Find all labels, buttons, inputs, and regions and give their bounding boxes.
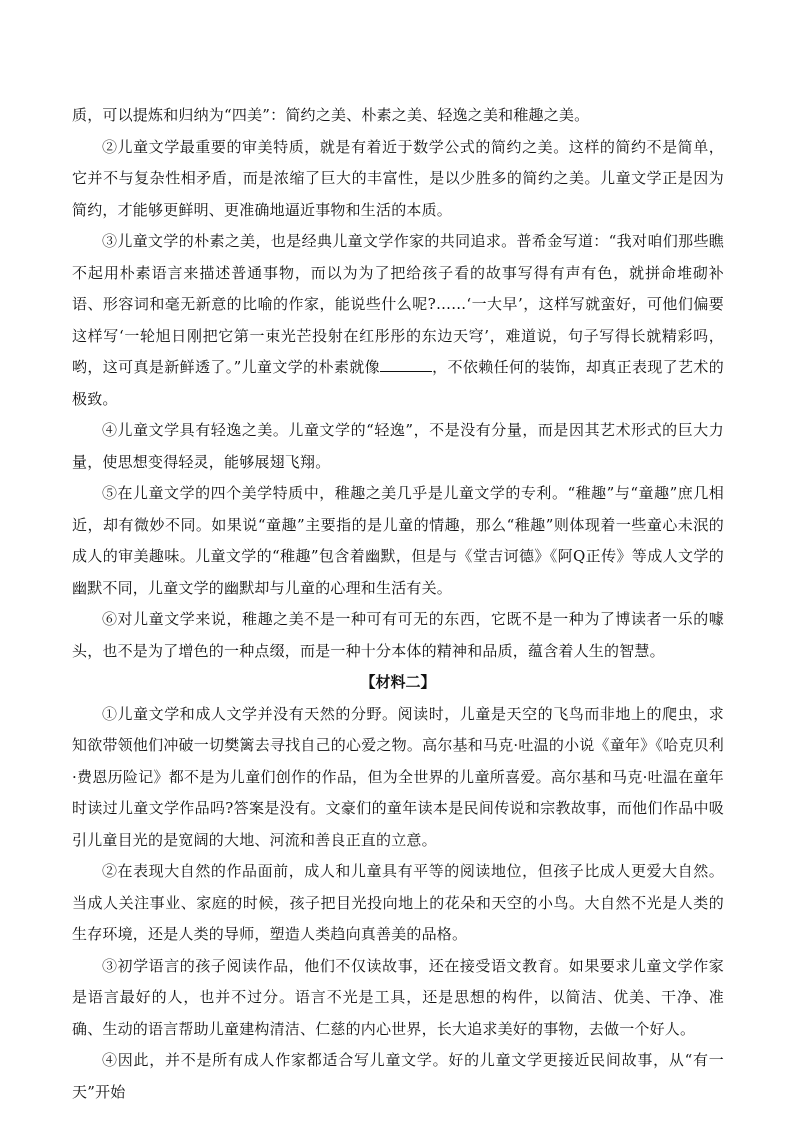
fill-in-blank: [380, 357, 432, 372]
paragraph-2: ②儿童文学最重要的审美特质，就是有着近于数学公式的简约之美。这样的简约不是简单，它并不与复杂性相矛盾，而是浓缩了巨大的丰富性，是以少胜多的简约之美。儿童文学正是因为简约，才能够更鲜明、更准确地逼近事物和生活的本质。: [72, 137, 724, 219]
material-two-paragraph-2: ②在表现大自然的作品面前，成人和儿童具有平等的阅读地位，但孩子比成人更爱大自然。当成人关注事业、家庭的时候，孩子把目光投向地上的花朵和天空的小鸟。大自然不光是人类的生存环境，还是人类的导师，塑造人类趋向真善美的品格。: [72, 862, 724, 943]
material-two-paragraph-3: ③初学语言的孩子阅读作品，他们不仅读故事，还在接受语文教育。如果要求儿童文学作家是语言最好的人，也并不过分。语言不光是工具，还是思想的构件，以简洁、优美、干净、准确、生动的语言帮助儿童建构清洁、仁慈的内心世界，长大追求美好的事物，去做一个好人。: [72, 956, 724, 1038]
paragraph-4: ④儿童文学具有轻逸之美。儿童文学的“轻逸”，不是没有分量，而是因其艺术形式的巨大力量，使思想变得轻灵，能够展翅飞翔。: [72, 421, 724, 471]
document-body: [72, 100, 724, 1108]
paragraph-3: [72, 226, 724, 415]
paragraph-5: ⑤在儿童文学的四个美学特质中，稚趣之美几乎是儿童文学的专利。“稚趣”与“童趣”庶几相近，却有微妙不同。如果说“童趣”主要指的是儿童的情趣，那么“稚趣”则体现着一些童心未泯的成人的审美趣味。儿童文学的“稚趣”包含着幽默，但是与《堂吉诃德》《阿Q正传》等成人文学的幽默不同，儿童文学的幽默却与儿童的心理和生活有关。: [72, 484, 724, 597]
section-heading-material-two: 【材料二】: [360, 673, 436, 691]
paragraph-3-text-b: ，不依赖任何的装饰，却真正表现了艺术的极致。: [72, 358, 724, 408]
paragraph-continued: 质，可以提炼和归纳为“四美”：简约之美、朴素之美、轻逸之美和稚趣之美。: [72, 106, 590, 124]
material-two-paragraph-4: ④因此，并不是所有成人作家都适合写儿童文学。好的儿童文学更接近民间故事，从“有一天”开始: [72, 1051, 724, 1101]
paragraph-6: ⑥对儿童文学来说，稚趣之美不是一种可有可无的东西，它既不是一种为了博读者一乐的噱头，也不是为了增色的一种点缀，而是一种十分本体的精神和品质，蕴含着人生的智慧。: [72, 610, 724, 660]
paragraph-3-text-a: ③儿童文学的朴素之美，也是经典儿童文学作家的共同追求。普希金写道：“我对咱们那些瞧不起用朴素语言来描述普通事物，而以为为了把给孩子看的故事写得有声有色，就拼命堆砌补语、形容词和毫无新意的比喻的作家，能说些什么呢?……‘一大早’，这样写就蛮好，可他们偏要这样写‘一轮旭日刚把它第一束光芒投射在红彤彤的东边天穹’，难道说，句子写得长就精彩吗，哟，这可真是新鲜透了。”儿童文学的朴素就像: [72, 232, 724, 376]
material-two-paragraph-1: ①儿童文学和成人文学并没有天然的分野。阅读时，儿童是天空的飞鸟而非地上的爬虫，求知欲带领他们冲破一切樊篱去寻找自己的心爱之物。高尔基和马克·吐温的小说《童年》《哈克贝利·费恩历险记》都不是为儿童们创作的作品，但为全世界的儿童所喜爱。高尔基和马克·吐温在童年时读过儿童文学作品吗?答案是没有。文豪们的童年读本是民间传说和宗教故事，而他们作品中吸引儿童目光的是宽阔的大地、河流和善良正直的立意。: [72, 704, 724, 849]
